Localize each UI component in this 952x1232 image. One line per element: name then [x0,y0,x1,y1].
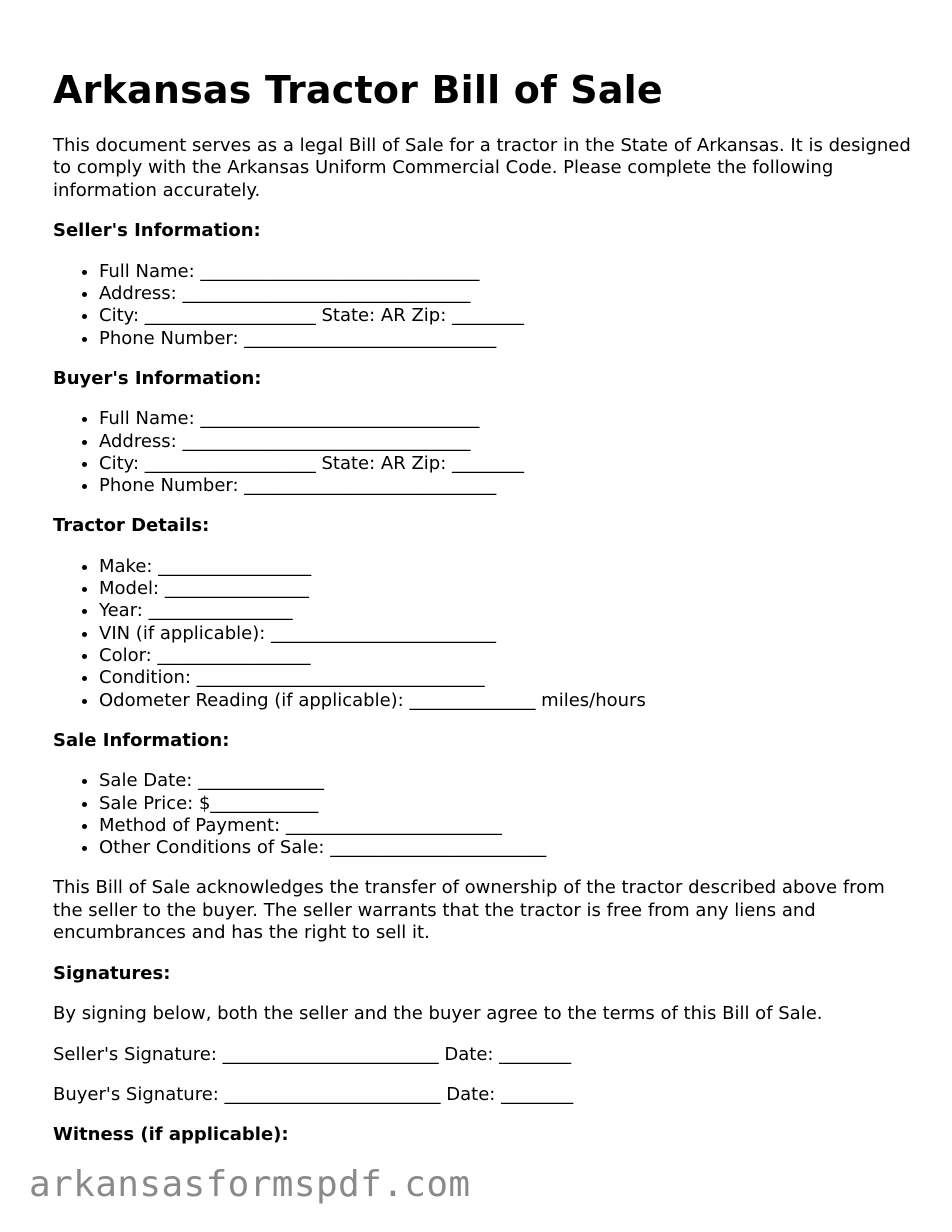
witness-heading: Witness (if applicable): [53,1124,289,1146]
tractor-heading: Tractor Details: [53,515,210,537]
sale-price-field: • Sale Price: $____________ [99,793,913,815]
tractor-vin-field: • VIN (if applicable): _________________________ [99,623,913,645]
buyer-address-field: • Address: ________________________________ [99,431,913,453]
seller-heading: Seller's Information: [53,220,261,242]
seller-address-field: • Address: ________________________________ [99,283,913,305]
seller-full-name-field: • Full Name: _______________________________ [99,261,913,283]
signatures-heading: Signatures: [53,962,171,984]
buyer-heading: Buyer's Information: [53,367,262,389]
tractor-odometer-field: • Odometer Reading (if applicable): ______________ miles/hours [99,690,913,712]
tractor-year-field: • Year: ________________ [99,600,913,622]
buyer-list [53,408,913,497]
seller-signature-line: Seller's Signature: ________________________ Date: ________ [53,1043,572,1065]
other-conditions-field: • Other Conditions of Sale: ________________________ [99,837,913,859]
buyer-signature-line: Buyer's Signature: ________________________ Date: ________ [53,1083,574,1105]
signatures-statement: By signing below, both the seller and the buyer agree to the terms of this Bill of Sale. [53,1003,823,1025]
tractor-model-field: • Model: ________________ [99,578,913,600]
buyer-full-name-field: • Full Name: _______________________________ [99,408,913,430]
site-watermark: arkansasformspdf.com [29,1164,471,1205]
buyer-city-state-zip-field: • City: ___________________ State: AR Zip: ________ [99,453,913,475]
buyer-phone-field: • Phone Number: ____________________________ [99,475,913,497]
document-page [53,64,913,1165]
acknowledgement-paragraph: This Bill of Sale acknowledges the transfer of ownership of the tractor described above from the seller to the buyer. The seller warrants that the tractor is free from any liens and encumbrances and has the right to sell it. [53,877,885,944]
tractor-make-field: • Make: _________________ [99,556,913,578]
sale-heading: Sale Information: [53,729,230,751]
tractor-condition-field: • Condition: ________________________________ [99,667,913,689]
sale-date-field: • Sale Date: ______________ [99,770,913,792]
tractor-list [53,556,913,712]
seller-phone-field: • Phone Number: ____________________________ [99,328,913,350]
page-title: Arkansas Tractor Bill of Sale [53,68,663,112]
sale-list [53,770,913,859]
seller-list [53,261,913,350]
intro-paragraph: This document serves as a legal Bill of Sale for a tractor in the State of Arkansas. It is designed to comply with the Arkansas Uniform Commercial Code. Please complete the following information accurately. [53,135,911,201]
payment-method-field: • Method of Payment: ________________________ [99,815,913,837]
tractor-color-field: • Color: _________________ [99,645,913,667]
seller-city-state-zip-field: • City: ___________________ State: AR Zip: ________ [99,305,913,327]
